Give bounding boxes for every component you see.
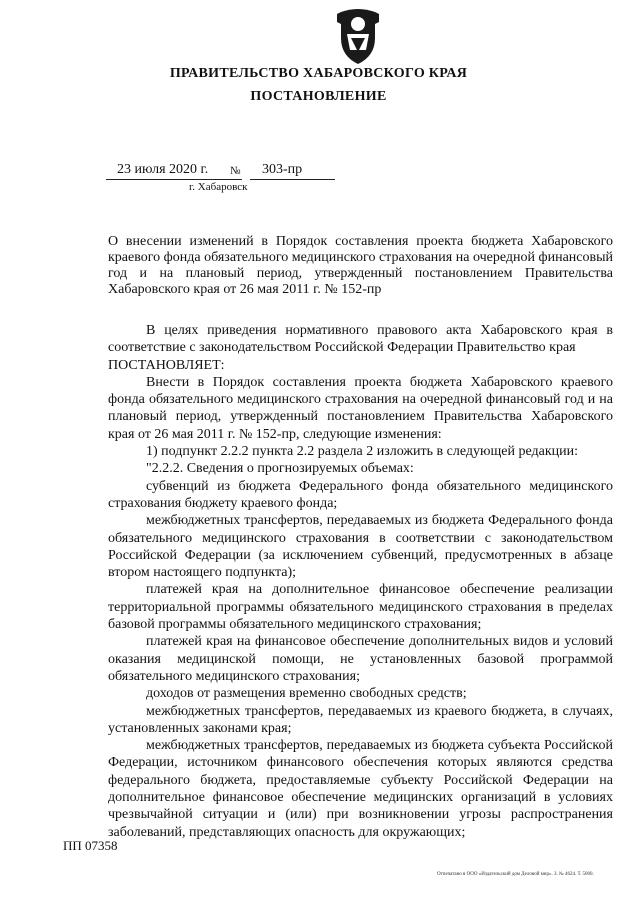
number-sign: № — [230, 165, 241, 177]
body-paragraph: платежей края на финансовое обеспечение дополнительных видов и условий оказания медицинской помощи, не установленных базовой программой обязательного медицинского страхования; — [108, 634, 613, 684]
date-underline — [106, 179, 242, 180]
document-type: ПОСТАНОВЛЕНИЕ — [250, 89, 387, 104]
coat-of-arms-icon — [331, 4, 385, 66]
body-paragraph: "2.2.2. Сведения о прогнозируемых объемах: — [146, 461, 414, 477]
document-city: г. Хабаровск — [189, 181, 248, 193]
body-paragraph: межбюджетных трансфертов, передаваемых из бюджета субъекта Российской Федерации, источником финансового обеспечения которых являются средства федерального бюджета, предоставляемые субъекту Российской Федерации на дополнительное финансовое обеспечение медицинских организаций в условиях чрезвычайной ситуации и (или) при возникновении угрозы распространения заболеваний, представляющих опасность для окружающих; — [108, 738, 613, 840]
body-paragraph: межбюджетных трансфертов, передаваемых из краевого бюджета, в случаях, установленных законами края; — [108, 703, 613, 736]
body-paragraph: доходов от размещения временно свободных средств; — [146, 686, 467, 702]
body-paragraph: ПОСТАНОВЛЯЕТ: — [108, 357, 225, 373]
body-paragraph: В целях приведения нормативного правового акта Хабаровского края в соответствие с законодательством Российской Федерации Правительство края — [108, 323, 613, 356]
print-note: Отпечатано в ООО «Издательский дом Деловой мир». З. № 4624. Т. 5000. — [437, 872, 594, 877]
document-number: 303-пр — [262, 162, 303, 177]
body-paragraph: субвенций из бюджета Федерального фонда обязательного медицинского страхования бюджету краевого фонда; — [108, 478, 613, 511]
document-date: 23 июля 2020 г. — [117, 162, 209, 177]
body-paragraph: платежей края на дополнительное финансовое обеспечение реализации территориальной программы обязательного медицинского страхования в пределах базовой программы обязательного медицинского страхования; — [108, 582, 613, 633]
government-title: ПРАВИТЕЛЬСТВО ХАБАРОВСКОГО КРАЯ — [169, 66, 468, 81]
document-subject: О внесении изменений в Порядок составления проекта бюджета Хабаровского краевого фонда обязательного медицинского страхования на очередной финансовый год и на плановый период, утвержденный постановлением Правительства Хабаровского края от 26 мая 2011 г. № 152-пр — [108, 234, 613, 297]
body-paragraph: 1) подпункт 2.2.2 пункта 2.2 раздела 2 изложить в следующей редакции: — [146, 444, 578, 460]
number-underline — [250, 179, 335, 180]
body-paragraph: Внести в Порядок составления проекта бюджета Хабаровского краевого фонда обязательного медицинского страхования на очередной финансовый год и на плановый период, утвержденный постановлением Правительства Хабаровского края от 26 мая 2011 г. № 152-пр, следующие изменения: — [108, 374, 613, 442]
body-paragraph: межбюджетных трансфертов, передаваемых из бюджета Федерального фонда обязательного медицинского страхования в соответствии с законодательством Российской Федерации (за исключением субвенций, предусмотренных в абзаце втором настоящего подпункта); — [108, 513, 613, 581]
document-body — [108, 322, 613, 841]
footer-code: ПП 07358 — [63, 838, 118, 853]
